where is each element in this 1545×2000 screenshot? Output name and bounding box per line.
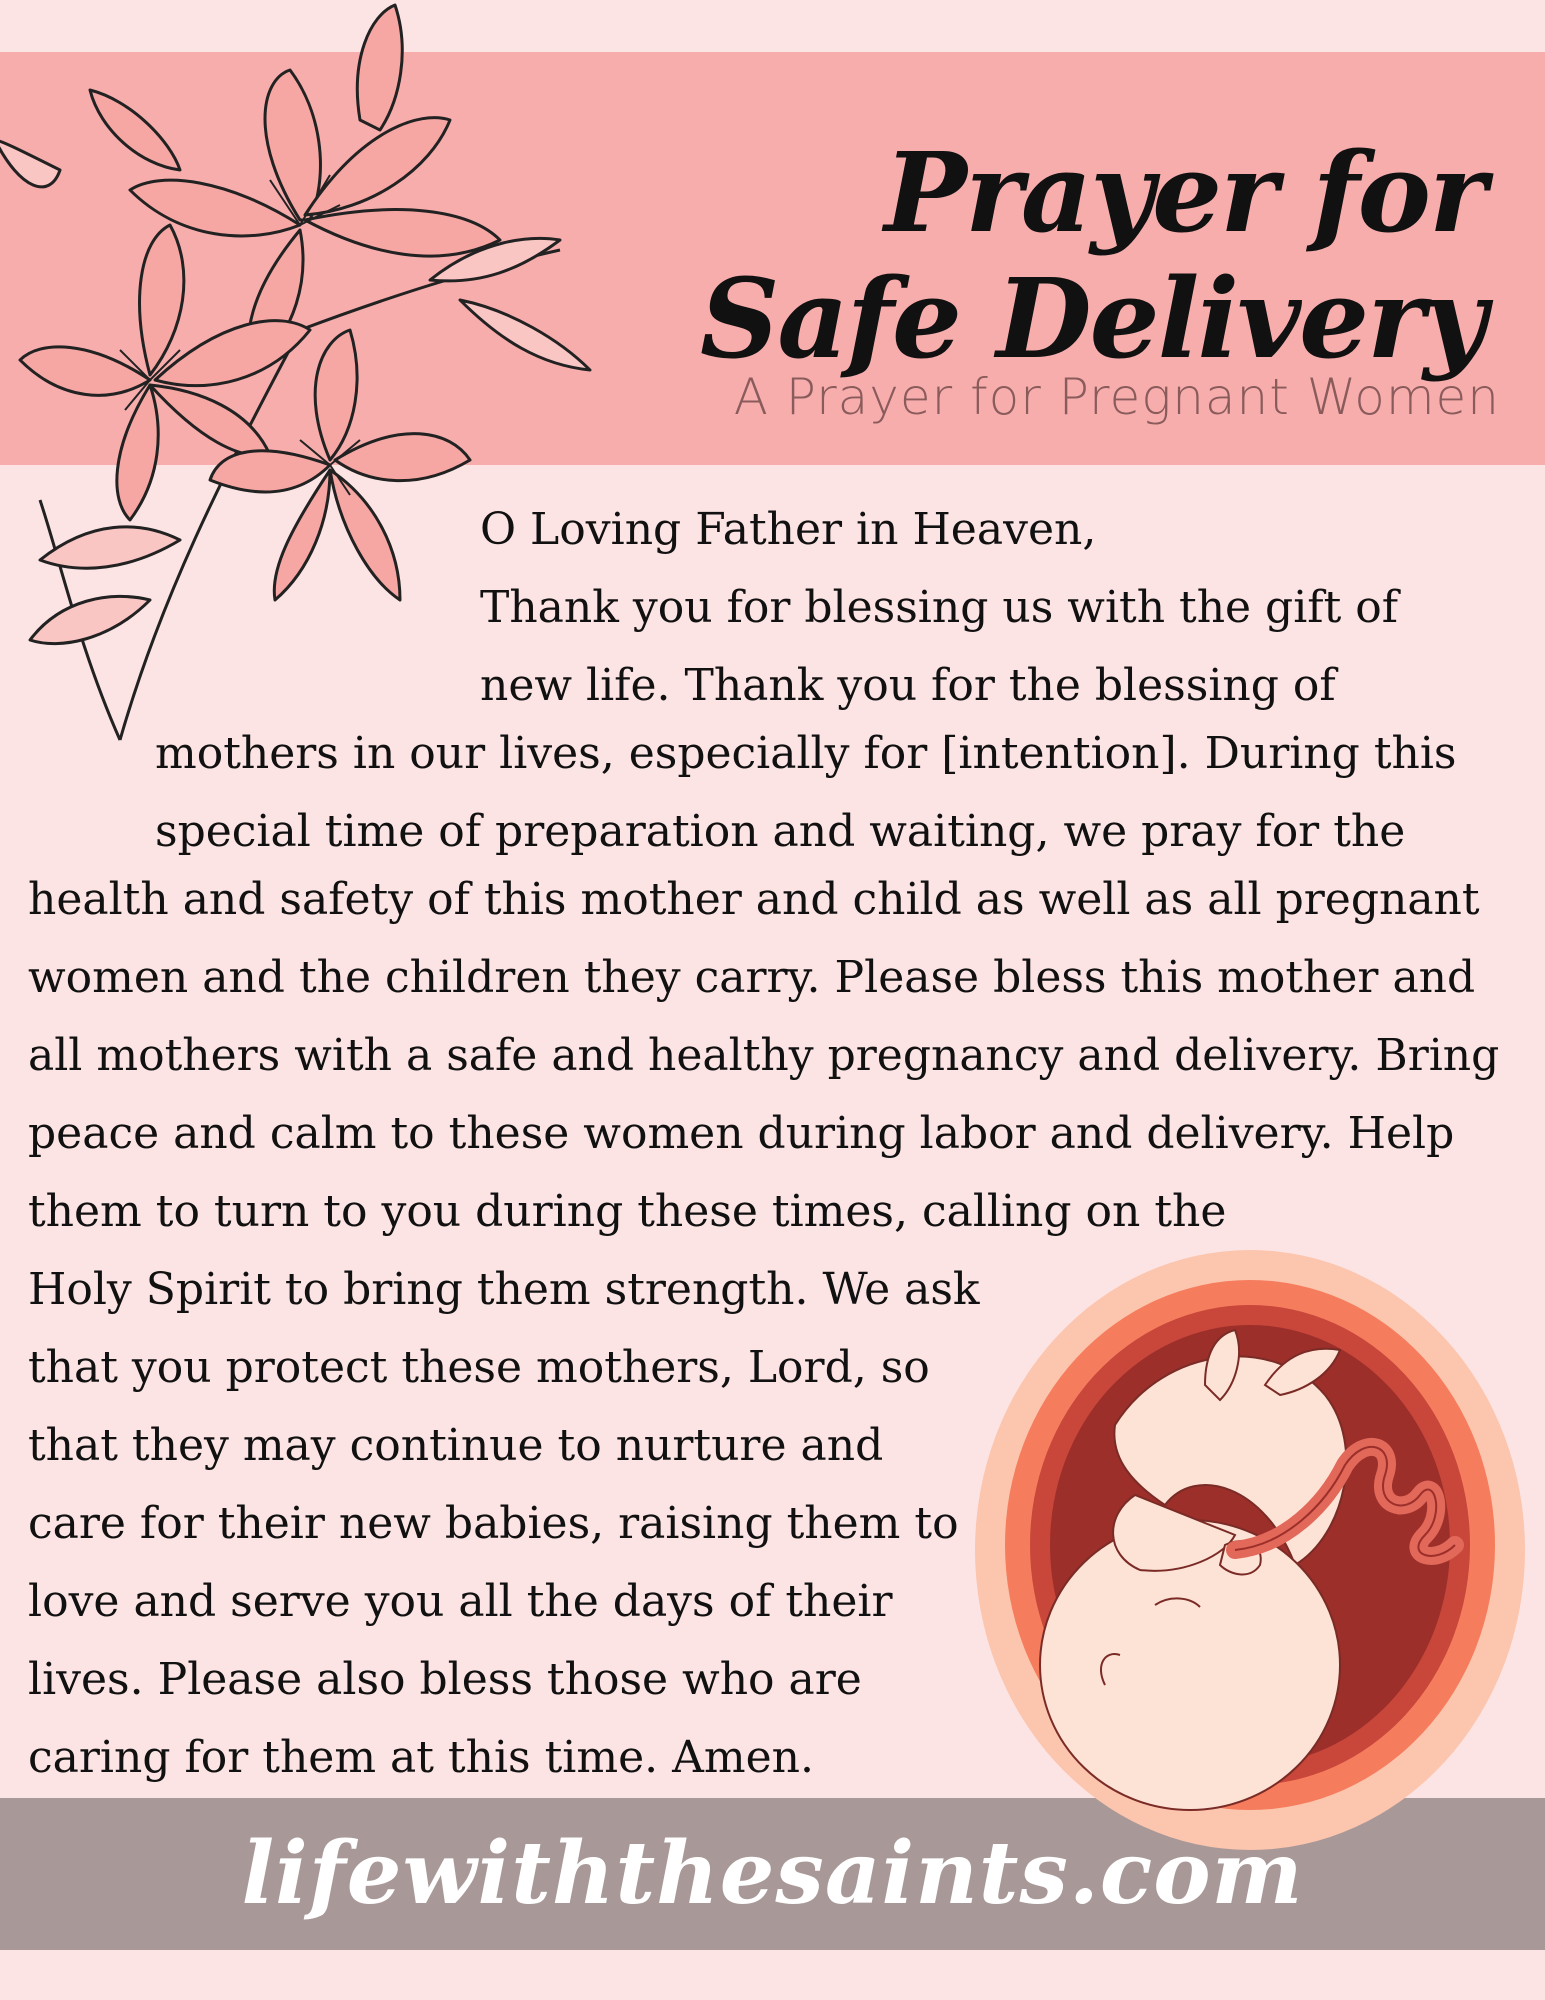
prayer-line: Holy Spirit to bring them strength. We ask <box>28 1264 980 1315</box>
prayer-line: health and safety of this mother and child as well as all pregnant <box>28 874 1480 925</box>
prayer-line: O Loving Father in Heaven, <box>480 504 1097 555</box>
prayer-line: new life. Thank you for the blessing of <box>480 660 1336 711</box>
fetus-in-womb-icon <box>965 1245 1525 1865</box>
prayer-line: special time of preparation and waiting, we pray for the <box>155 806 1406 857</box>
prayer-line: Thank you for blessing us with the gift of <box>480 582 1399 633</box>
prayer-line: care for their new babies, raising them to <box>28 1498 959 1549</box>
prayer-line: that they may continue to nurture and <box>28 1420 884 1471</box>
title-line-1: Prayer for <box>884 128 1485 257</box>
prayer-line: them to turn to you during these times, calling on the <box>28 1186 1227 1237</box>
prayer-line: that you protect these mothers, Lord, so <box>28 1342 930 1393</box>
prayer-line: all mothers with a safe and healthy pregnancy and delivery. Bring <box>28 1030 1500 1081</box>
prayer-line: love and serve you all the days of their <box>28 1576 893 1627</box>
prayer-line: caring for them at this time. Amen. <box>28 1732 814 1783</box>
website-link[interactable]: lifewiththesaints.com <box>241 1823 1304 1924</box>
prayer-line: lives. Please also bless those who are <box>28 1654 862 1705</box>
prayer-line: women and the children they carry. Please bless this mother and <box>28 952 1476 1003</box>
page-subtitle: A Prayer for Pregnant Women <box>733 368 1500 426</box>
prayer-line: peace and calm to these women during labor and delivery. Help <box>28 1108 1455 1159</box>
title-line-2: Safe Delivery <box>699 254 1485 383</box>
prayer-line: mothers in our lives, especially for [intention]. During this <box>155 728 1457 779</box>
